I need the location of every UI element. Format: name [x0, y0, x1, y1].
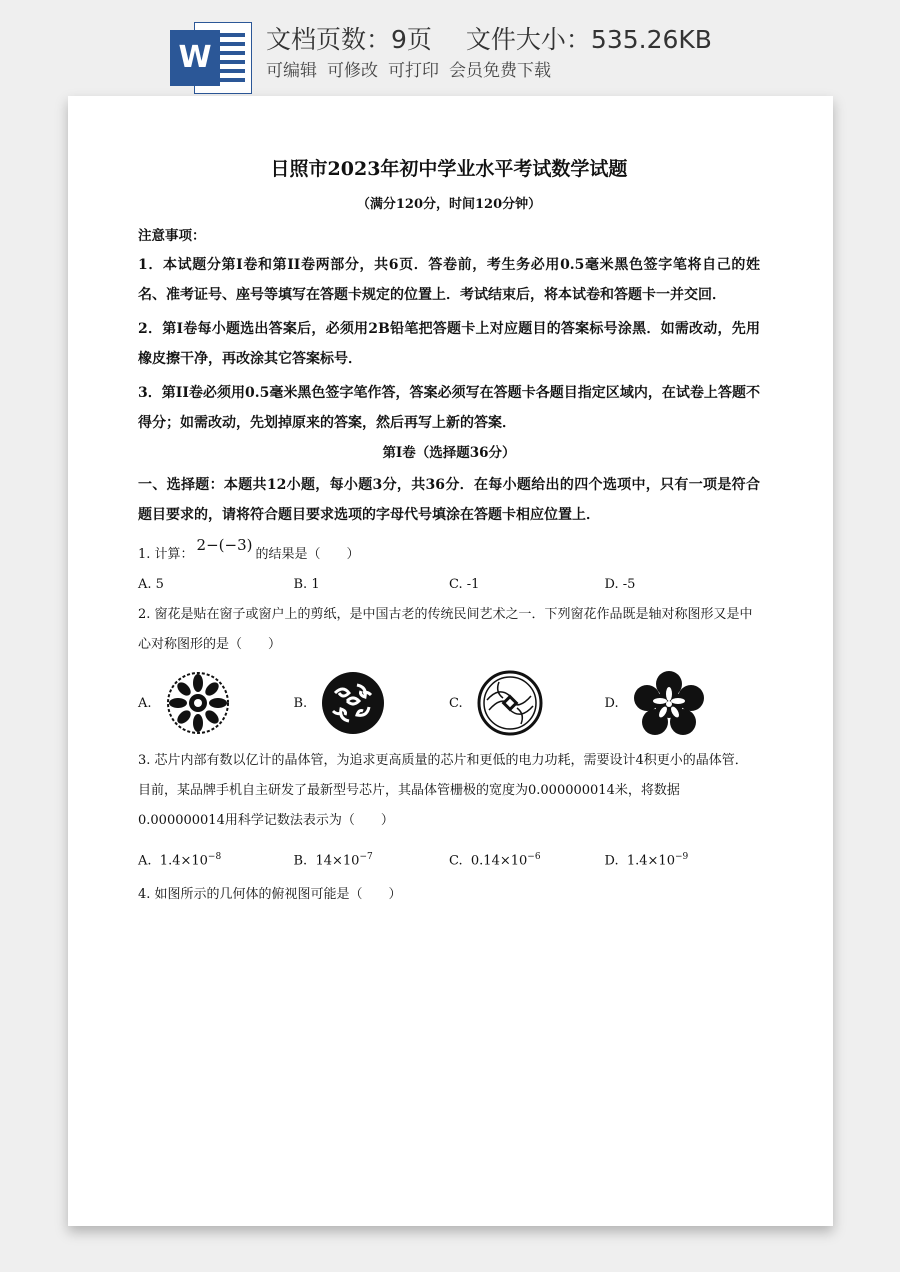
download-banner	[0, 0, 900, 96]
question-1	[138, 538, 760, 570]
word-document-icon: W	[170, 22, 252, 94]
option-a: A. $1.4\times 10^{-8}$	[138, 852, 222, 869]
notice-3: 3．第II卷必须用0.5毫米黑色签字笔作答，答案必须写在答题卡各题目指定区域内，在试卷上答题不得分；如需改动，先划掉原来的答案，然后再写上新的答案．	[138, 385, 760, 431]
option-a	[138, 671, 294, 735]
option-b: B. $14\times 10^{-7}$	[293, 852, 373, 869]
notice-1: 1．本试题分第Ⅰ卷和第II卷两部分，共6页．答卷前，考生务必用0.5毫米黑色签字笔将自己的姓名、准考证号、座号等填写在答题卡规定的位置上．考试结束后，将本试卷和答题卡一并交回．	[138, 257, 760, 303]
page-count: 文档页数：9页	[266, 25, 432, 54]
option-b	[294, 671, 450, 735]
option-d: D. -5	[604, 577, 636, 592]
document-page	[68, 96, 833, 1226]
notice-2: 2．第Ⅰ卷每小题选出答案后，必须用2B铅笔把答题卡上对应题目的答案标号涂黑．如需改动，先用橡皮擦干净，再改涂其它答案标号．	[138, 321, 760, 367]
option-a-label: A.	[138, 695, 152, 711]
option-b-label: B.	[293, 695, 308, 711]
feature-member-download: 会员免费下载	[449, 61, 551, 81]
option-d	[605, 670, 761, 736]
option-c: C. $0.14\times 10^{-6}$	[449, 852, 541, 869]
question-2-options	[138, 668, 760, 738]
option-d-label: D.	[604, 695, 619, 711]
file-info	[266, 20, 712, 56]
option-c	[449, 670, 605, 736]
exam-subtitle: （满分120分，时间120分钟）	[356, 197, 542, 212]
question-1-prefix: 1. 计算：	[138, 547, 194, 562]
section-title: 第Ⅰ卷（选择题36分）	[382, 445, 516, 461]
plum-blossom-window-cut-icon	[633, 670, 705, 736]
wave-window-cut-icon	[477, 670, 543, 736]
exam-title: 日照市2023年初中学业水平考试数学试题	[270, 158, 628, 180]
question-1-options	[138, 570, 760, 600]
feature-printable: 可打印	[388, 61, 439, 81]
feature-editable: 可编辑	[266, 61, 317, 81]
question-1-suffix: 的结果是（ ）	[255, 547, 360, 562]
feature-list	[266, 56, 551, 81]
option-b: B. 1	[293, 577, 320, 592]
question-3: 3. 芯片内部有数以亿计的晶体管，为追求更高质量的芯片和更低的电力功耗，需要设计4积更小的晶体管．目前，某品牌手机自主研发了最新型号芯片，其晶体管栅极的宽度为0.000000014米，将数据0.000000014用科学记数法表示为（ ）	[138, 753, 748, 828]
question-2: 2. 窗花是贴在窗子或窗户上的剪纸，是中国古老的传统民间艺术之一．下列窗花作品既是轴对称图形又是中心对称图形的是（ ）	[138, 607, 753, 652]
question-4: 4. 如图所示的几何体的俯视图可能是（ ）	[138, 887, 402, 903]
option-c: C. -1	[449, 577, 480, 592]
option-c-label: C.	[449, 695, 463, 711]
option-a: A. 5	[138, 577, 164, 592]
feature-modifiable: 可修改	[327, 61, 378, 81]
swirl-window-cut-icon	[321, 671, 385, 735]
option-d: D. $1.4\times 10^{-9}$	[604, 852, 689, 869]
flower-window-cut-icon	[166, 671, 230, 735]
section-intro: 一、选择题：本题共12小题，每小题3分，共36分．在每小题给出的四个选项中，只有一项是符合题目要求的，请将符合题目要求选项的字母代号填涂在答题卡相应位置上．	[138, 477, 760, 523]
question-1-expression: 2−(−3)	[196, 536, 253, 554]
notice-heading: 注意事项：	[138, 228, 206, 244]
file-size: 文件大小：535.26KB	[465, 25, 712, 54]
question-3-options	[138, 842, 760, 876]
